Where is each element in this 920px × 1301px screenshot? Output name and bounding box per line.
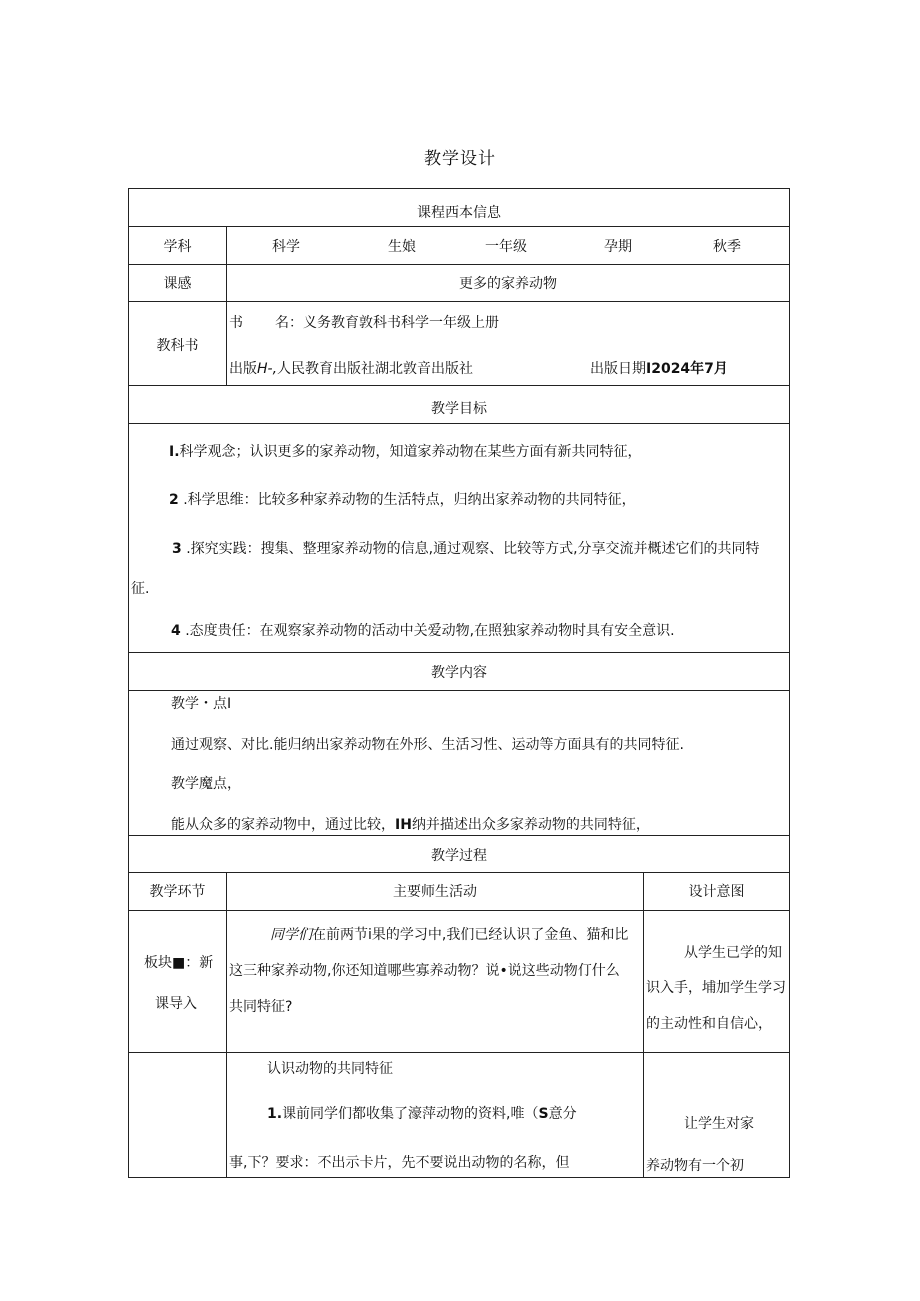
row1-intent-1: 从学生已学的知	[684, 945, 782, 961]
row1-activity-2: 这三种家养动物,你还知道哪些寡养动物？说•说这些动物仃什么	[229, 963, 620, 979]
key-point-label: 教学・点I	[171, 696, 232, 712]
objective-1: I.科学观念；认识更多的家养动物，知道家养动物在某些方面有新共同特征，	[169, 444, 642, 460]
difficulty-text: 能从众多的家养动物中，通过比较，IH纳并描述出众多家养动物的共同特征，	[171, 817, 650, 833]
grade-label: 生娘	[388, 239, 416, 255]
publish-date: 出版日期I2024年7月	[590, 361, 728, 377]
row2-activity-2: 1.课前同学们都收集了濠萍动物的资料,唯（S意分	[267, 1106, 577, 1122]
col-activity: 主要师生活动	[393, 884, 477, 900]
row1-activity-3: 共同特征?	[229, 999, 293, 1015]
book-name-value: 名：义务教育敦科书科学一年级上册	[275, 315, 499, 331]
subject-value: 科学	[272, 239, 300, 255]
row1-stage-1: 板块■：新	[144, 955, 214, 971]
process-header: 教学过程	[431, 848, 487, 864]
content-header: 教学内容	[431, 665, 487, 681]
row2-intent-2: 养动物有一个初	[646, 1158, 744, 1174]
row2-activity-3: 事,下？要求：不出示卡片，先不要说出动物的名称，但	[229, 1155, 570, 1171]
col-intent: 设计意图	[688, 884, 745, 900]
row1-stage-2: 课导入	[155, 996, 197, 1012]
term-label: 孕期	[604, 239, 632, 255]
grade-value: 一年级	[485, 239, 527, 255]
publisher: 出版H-,人民教育出版社湖北敦音出版社	[229, 361, 474, 377]
difficulty-label: 教学魔点，	[171, 776, 241, 792]
row1-intent-3: 的主动性和自信心，	[646, 1016, 772, 1032]
key-point-text: 通过观察、对比.能归纳出家养动物在外形、生活习性、运动等方面具有的共同特征.	[171, 737, 684, 753]
topic-label: 课感	[163, 276, 192, 292]
objective-2: 2 .科学思维：比较多种家养动物的生活特点，归纳出家养动物的共同特征，	[169, 492, 636, 508]
col-stage: 教学环节	[149, 884, 206, 900]
objectives-header: 教学目标	[431, 401, 487, 417]
row2-activity-1: 认识动物的共同特征	[267, 1061, 393, 1077]
textbook-label: 教科书	[156, 338, 199, 354]
objective-4: 4 .态度贵任：在观察家养动物的活动中关爱动物,在照独家养动物时具有安全意识.	[171, 623, 675, 639]
objective-3-cont: 征.	[131, 581, 150, 597]
term-value: 秋季	[713, 239, 741, 255]
row1-intent-2: 识入手，埔加学生学习	[646, 980, 786, 996]
book-name-label: 书	[229, 315, 243, 331]
topic-value: 更多的家养动物	[459, 276, 557, 292]
row1-activity-1: 同学们在前两节i果的学习中,我们已经认识了金鱼、猫和比	[270, 927, 629, 943]
row2-intent-1: 让学生对家	[684, 1116, 754, 1132]
objective-3: 3 .探究实践：搜集、整理家养动物的信息,通过观察、比较等方式,分享交流并概述它们的共同特	[172, 541, 760, 557]
basic-info-header: 课程西本信息	[417, 205, 501, 221]
subject-label: 学科	[163, 239, 192, 255]
document-title: 教学设计	[424, 149, 496, 169]
